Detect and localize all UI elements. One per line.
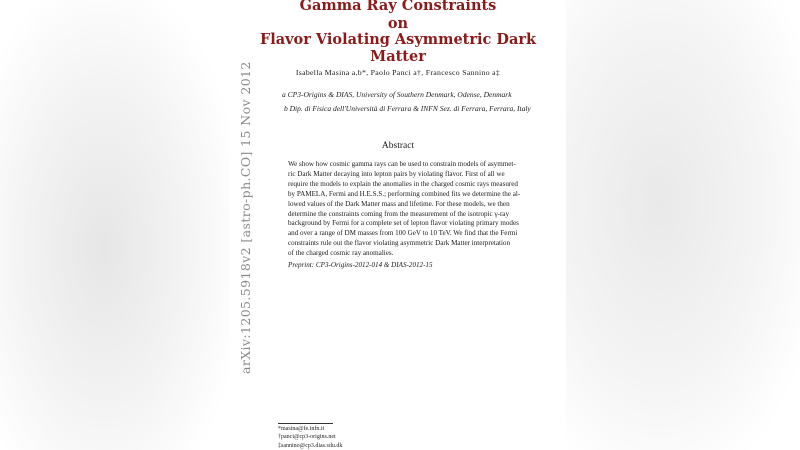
abstract-line: require the models to explain the anomalies in the charged cosmic rays measured bbox=[288, 179, 518, 188]
arxiv-identifier-stamp: arXiv:1205.5918v2 [astro-ph.CO] 15 Nov 2012 bbox=[238, 61, 253, 374]
abstract-line: constraints rule out the flavor violating asymmetric Dark Matter interpretation bbox=[288, 239, 511, 248]
blurred-background-right bbox=[565, 0, 800, 450]
paper-title-line-3: Flavor Violating Asymmetric Dark Matter bbox=[259, 31, 537, 65]
footnote-rule bbox=[278, 423, 333, 424]
footnote-email-masina: *masina@fe.infn.it bbox=[278, 426, 325, 432]
abstract-line: determine the constraints coming from the measurement of the isotropic γ-ray bbox=[288, 209, 510, 218]
abstract-line: of the charged cosmic ray anomalies. bbox=[288, 249, 394, 258]
abstract-line: and over a range of DM masses from 100 GeV to 10 TeV. We find that the Fermi bbox=[288, 229, 518, 238]
footnotes bbox=[278, 425, 342, 450]
paper-page bbox=[230, 0, 566, 450]
paper-title-line-1: Gamma Ray Constraints bbox=[299, 0, 497, 14]
author-list: Isabella Masina a,b*, Paolo Panci a†, Francesco Sannino a‡ bbox=[295, 68, 501, 77]
blurred-background-left bbox=[0, 0, 230, 450]
abstract-body bbox=[288, 160, 563, 259]
abstract-line: by PAMELA, Fermi and H.E.S.S.; performing combined fits we determine the al- bbox=[288, 189, 521, 198]
affiliation-b: b Dip. di Fisica dell'Università di Ferrara & INFN Sez. di Ferrara, Ferrara, Italy bbox=[284, 104, 531, 113]
abstract-line: ric Dark Matter decaying into lepton pairs by violating flavor. First of all we bbox=[288, 169, 505, 178]
abstract-heading: Abstract bbox=[381, 141, 415, 151]
preprint-number: Preprint: CP3-Origins-2012-014 & DIAS-2012-15 bbox=[288, 261, 433, 269]
footnote-email-sannino: ‡sannino@cp3.dias.sdu.dk bbox=[278, 442, 343, 449]
abstract-line: We show how cosmic gamma rays can be used to constrain models of asymmet- bbox=[288, 160, 516, 168]
abstract-line: background by Fermi for a complete set of lepton flavor violating primary modes bbox=[288, 219, 519, 228]
abstract-line: lowed values of the Dark Matter mass and lifetime. For these models, we then bbox=[288, 199, 510, 208]
affiliation-a: a CP3-Origins & DIAS, University of Southern Denmark, Odense, Denmark bbox=[282, 90, 512, 99]
footnote-email-panci: †panci@cp3-origins.net bbox=[278, 434, 336, 441]
paper-title-line-2: on bbox=[387, 15, 409, 32]
